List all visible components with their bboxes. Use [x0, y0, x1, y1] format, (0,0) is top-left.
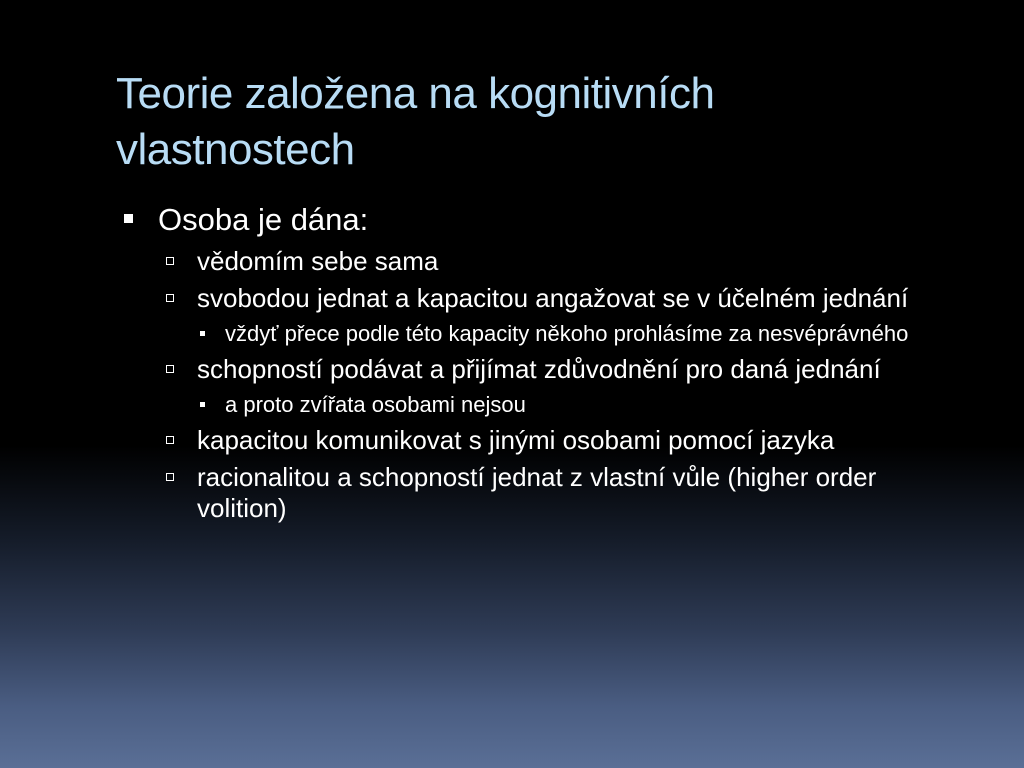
- bullet-level-1: [120, 200, 960, 240]
- small-square-bullet-icon: [200, 402, 205, 407]
- hollow-square-bullet-icon: [166, 257, 174, 265]
- bullet-text: a proto zvířata osobami nejsou: [225, 392, 526, 417]
- hollow-square-bullet-icon: [166, 365, 174, 373]
- bullet-text: vždyť přece podle této kapacity někoho prohlásíme za nesvéprávného: [225, 321, 909, 346]
- bullet-level-3: [120, 391, 960, 419]
- slide-title: Teorie založena na kognitivních vlastnostech: [116, 69, 715, 174]
- slide-content: [120, 200, 960, 530]
- bullet-text: svobodou jednat a kapacitou angažovat se v účelném jednání: [197, 283, 909, 313]
- small-square-bullet-icon: [200, 331, 205, 336]
- bullet-level-3: [120, 320, 960, 348]
- bullet-level-2: [120, 283, 960, 314]
- bullet-level-2: [120, 354, 960, 385]
- bullet-text: vědomím sebe sama: [197, 246, 439, 276]
- hollow-square-bullet-icon: [166, 294, 174, 302]
- square-bullet-icon: [124, 214, 133, 223]
- bullet-text: kapacitou komunikovat s jinými osobami pomocí jazyka: [197, 425, 835, 455]
- bullet-level-2: [120, 462, 960, 524]
- bullet-text: schopností podávat a přijímat zdůvodnění pro daná jednání: [197, 354, 881, 384]
- hollow-square-bullet-icon: [166, 436, 174, 444]
- bullet-level-2: [120, 425, 960, 456]
- bullet-text: racionalitou a schopností jednat z vlastní vůle (higher order volition): [197, 462, 877, 523]
- bullet-text: Osoba je dána:: [158, 202, 369, 237]
- hollow-square-bullet-icon: [166, 473, 174, 481]
- bullet-level-2: [120, 246, 960, 277]
